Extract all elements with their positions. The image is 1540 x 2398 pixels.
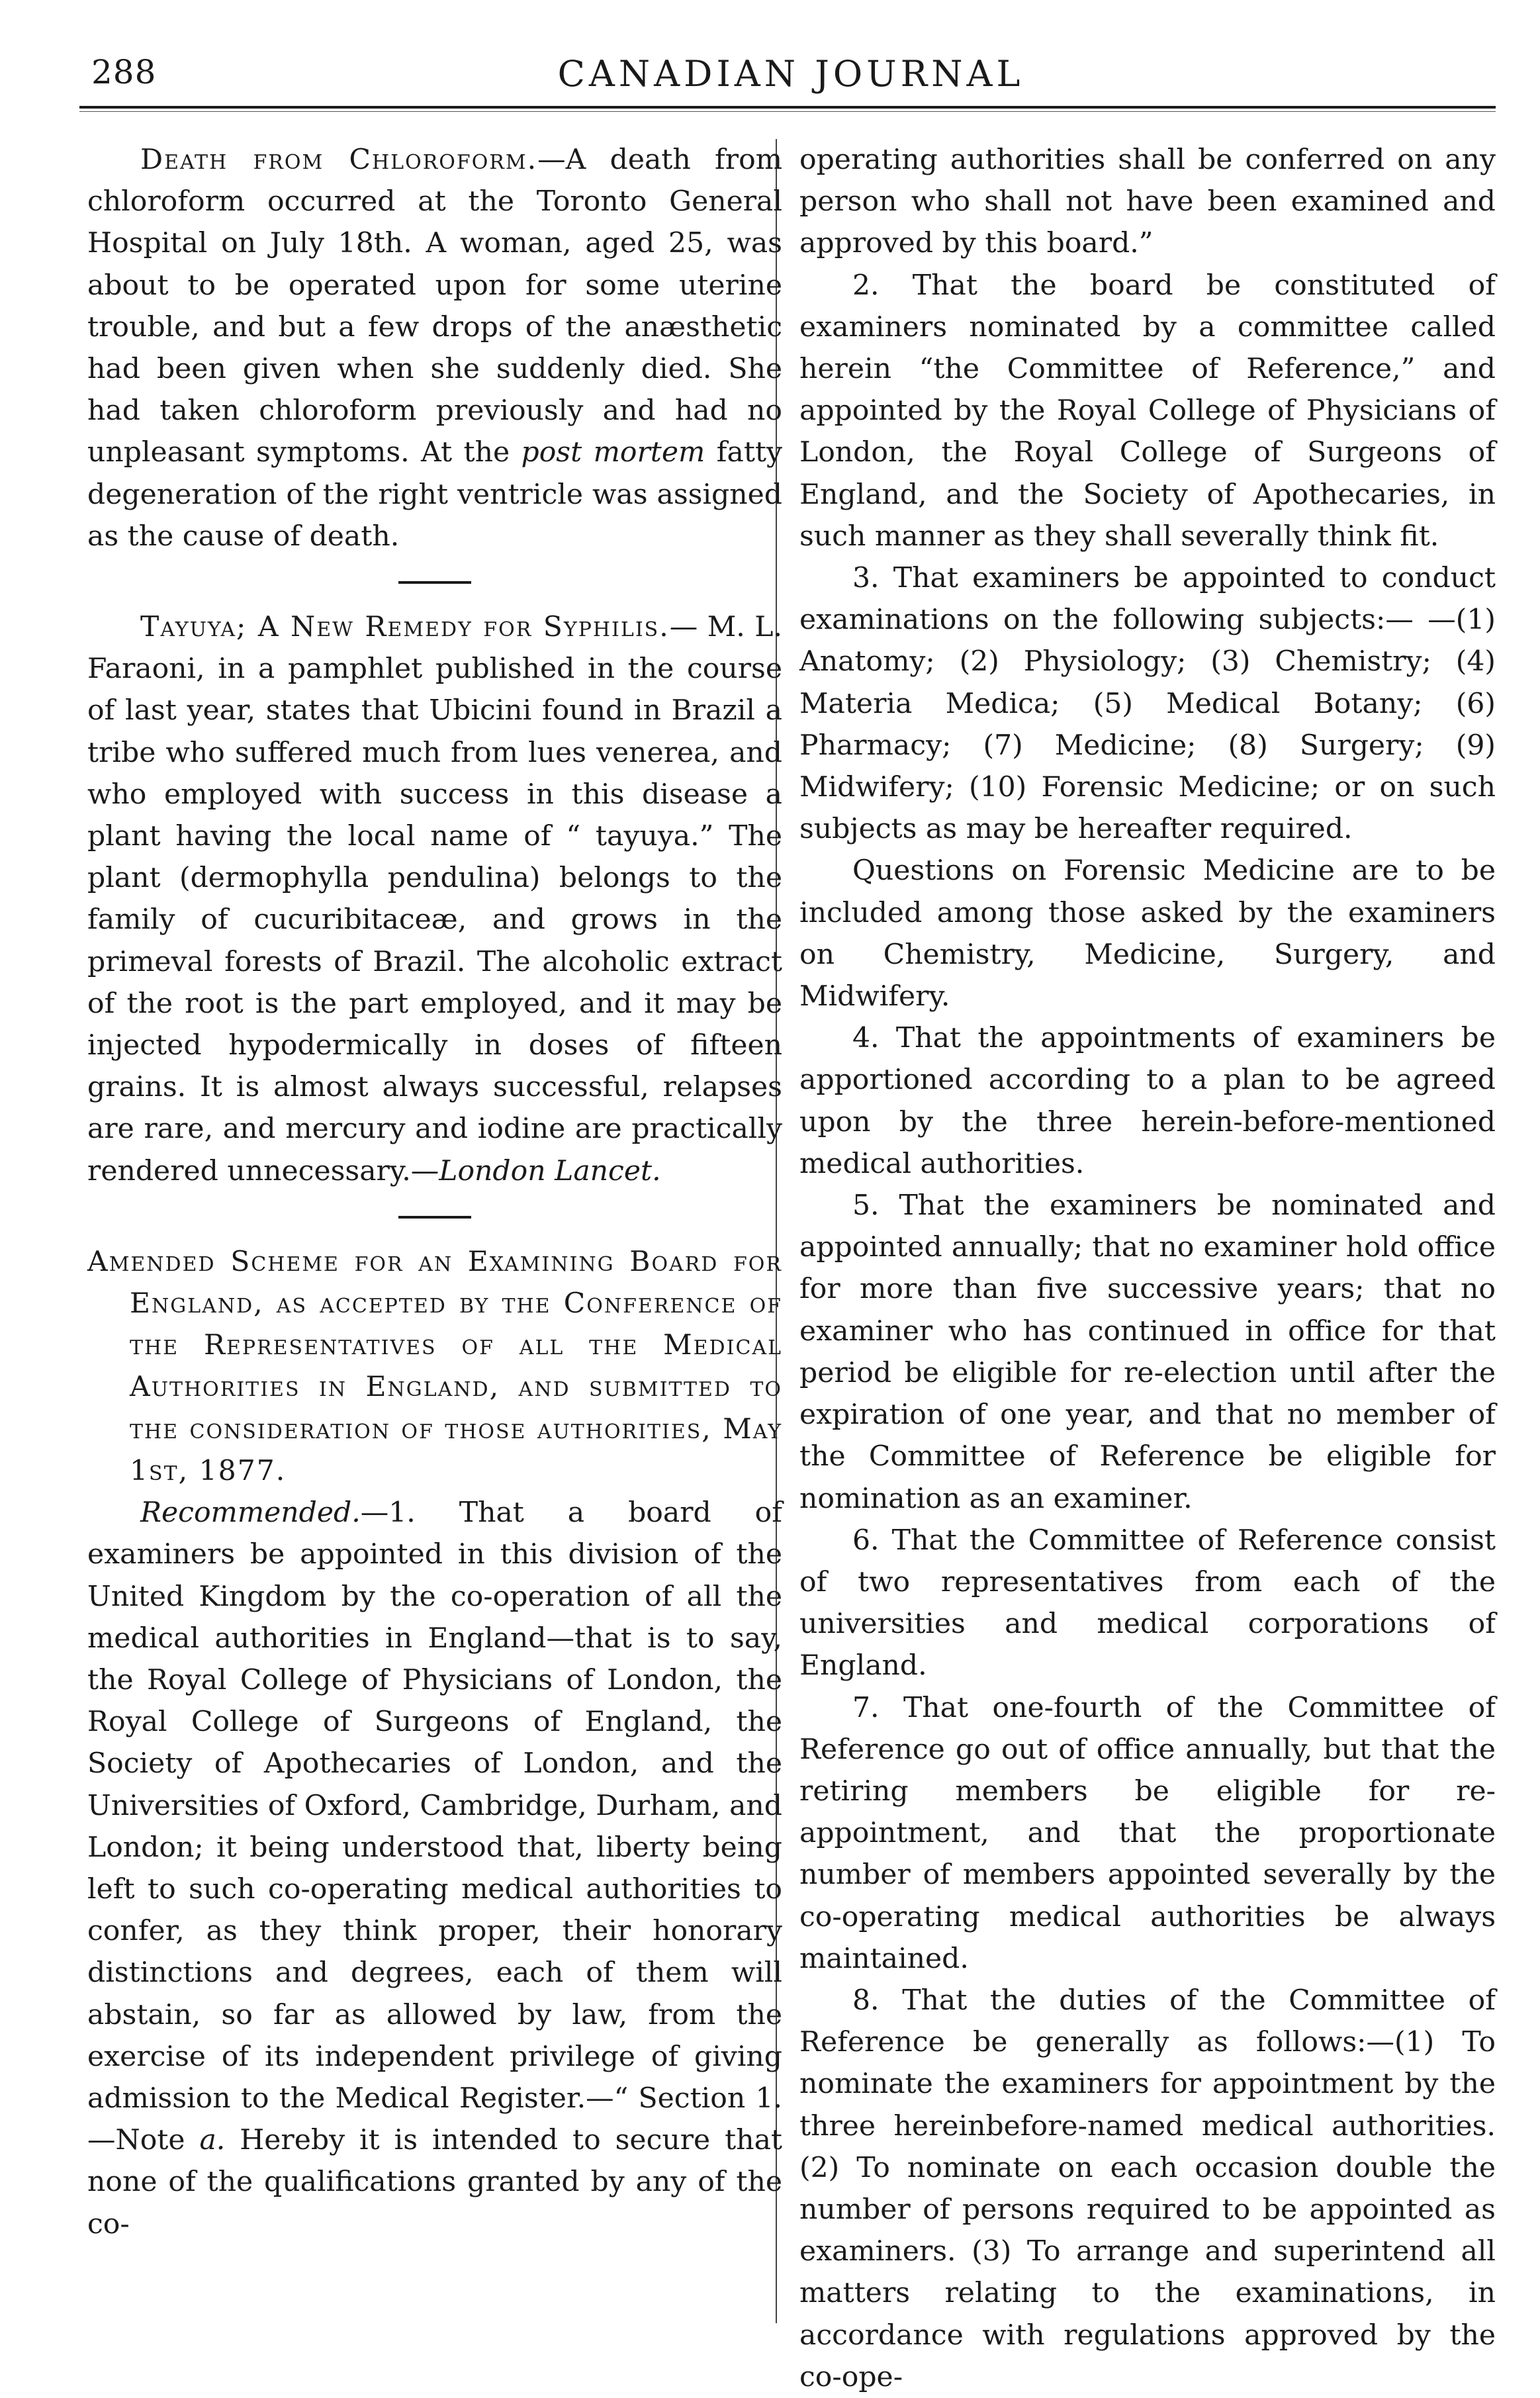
recommended-label: Recommended. xyxy=(140,1497,361,1530)
page-header xyxy=(86,41,1496,101)
article-examining-board xyxy=(87,1492,782,2245)
page-number: 288 xyxy=(91,53,157,91)
note-label: a. xyxy=(199,2124,226,2157)
paragraph-5: 5. That the examiners be nominated and appointed annually; that no examiner hold office for more than five successive years; that no examiner who has continued in office for that period be eligible for re-election until after the expiration of one year, and that no member of the Committee of Reference be eligible for nomination as an examiner. xyxy=(799,1189,1496,1515)
article-tayuya xyxy=(87,606,782,1192)
paragraph-8: 8. That the duties of the Committee of Reference be generally as follows:—(1) To nominate the examiners for appointment by the three hereinbefore-named medical authorities. (2) To nominate on each occasion double the number of persons required to be appointed as examiners. (3) To arrange and superintend all matters relating to the examinations, in accordance with regulations approved by the co-ope- xyxy=(799,1984,1496,2393)
paragraph-3: 3. That examiners be appointed to conduct examinations on the following subjects:— —(1) Anatomy; (2) Physiology; (3) Chemistry; (4) Materia Medica; (5) Medical Botany; (6) Pharmacy; (7) Medicine; (8) Surgery; (9) Midwifery; (10) Forensic Medicine; or on such subjects as may be hereafter required. xyxy=(799,562,1496,846)
paragraph-3-questions: Questions on Forensic Medicine are to be included among those asked by the examiners on Chemistry, Medicine, Surgery, and Midwifery. xyxy=(799,854,1496,1013)
article-body: —A death from chloroform occurred at the Toronto General Hospital on July 18th. A woman, aged 25, was about to be operated upon for some uterine trouble, and but a few drops of the anæsthetic had been given when she suddenly died. She had taken chloroform previously and had no unpleasant symptoms. At the xyxy=(87,144,782,469)
paragraph-7: 7. That one-fourth of the Committee of Reference go out of office annually, but that the retiring members be eligible for re-appointment, and that the proportionate number of members appointed severally by the co-operating medical authorities be always maintained. xyxy=(799,1691,1496,1975)
article-body: — M. L. Faraoni, in a pamphlet published in the course of last year, states that Ubicini found in Brazil a tribe who suffered much from lues venerea, and who employed with success in this disease a plant having the local name of “ tayuya.” The plant (dermophylla pendulina) belongs to the family of cucuribitaceæ, and grows in the primeval forests of Brazil. The alcoholic extract of the root is the part employed, and it may be injected hypodermically in doses of fifteen grains. It is almost always successful, relapses are rare, and mercury and iodine are practically rendered unnecessary.— xyxy=(87,611,782,1187)
article-body-end: fatty degeneration of the right ventricle was assigned as the cause of death. xyxy=(87,436,782,553)
running-title: CANADIAN JOURNAL xyxy=(557,53,1024,95)
left-column xyxy=(87,139,782,2245)
article-body: —1. That a board of examiners be appointed in this division of the United Kingdom by the co-operation of all the medical authorities in England—that is to say, the Royal College of Physicians of London, the Royal College of Surgeons of England, the Society of Apothecaries of London, and the Universities of Oxford, Cambridge, Durham, and London; it being understood that, liberty being left to such co-operating medical authorities to confer, as they think proper, their honorary distinctions and degrees, each of them will abstain, so far as allowed by law, from the exercise of its independent privilege of giving admission to the Medical Register.—“ Section 1.—Note xyxy=(87,1497,782,2157)
article-source: London Lancet. xyxy=(439,1154,661,1187)
article-title: Death from Chloroform. xyxy=(140,144,538,176)
paragraph-2: 2. That the board be constituted of examiners nominated by a committee called herein “the Committee of Reference,” and appointed by the Royal College of Physicians of London, the Royal College of Surgeons of England, and the Society of Apothecaries, in such manner as they shall severally think fit. xyxy=(799,269,1496,553)
paragraph-1-continued: operating authorities shall be conferred on any person who shall not have been examined and approved by this board.” xyxy=(799,144,1496,260)
section-rule xyxy=(398,581,471,584)
article-title-examining-board: Amended Scheme for an Examining Board for England, as accepted by the Conference of the Representatives of all the Medical Authorities in England, and submitted to the consideration of those authorities, May 1st, 1877. xyxy=(87,1245,783,1487)
article-title: Tayuya; A New Remedy for Syphilis. xyxy=(140,611,670,644)
paragraph-4: 4. That the appointments of examiners be apportioned according to a plan to be agreed upon by the three herein-before-mentioned medical authorities. xyxy=(799,1022,1496,1180)
article-death-from-chloroform xyxy=(87,139,782,557)
header-rule-thin xyxy=(79,111,1496,112)
header-rule xyxy=(79,106,1496,109)
paragraph-6: 6. That the Committee of Reference consist of two representatives from each of the universities and medical corporations of England. xyxy=(799,1524,1496,1683)
article-italic: post mortem xyxy=(521,436,705,469)
section-rule xyxy=(398,1216,471,1219)
article-body-end: Hereby it is intended to secure that none of the qualifications granted by any of the co- xyxy=(87,2124,783,2240)
right-column xyxy=(799,139,1496,2398)
